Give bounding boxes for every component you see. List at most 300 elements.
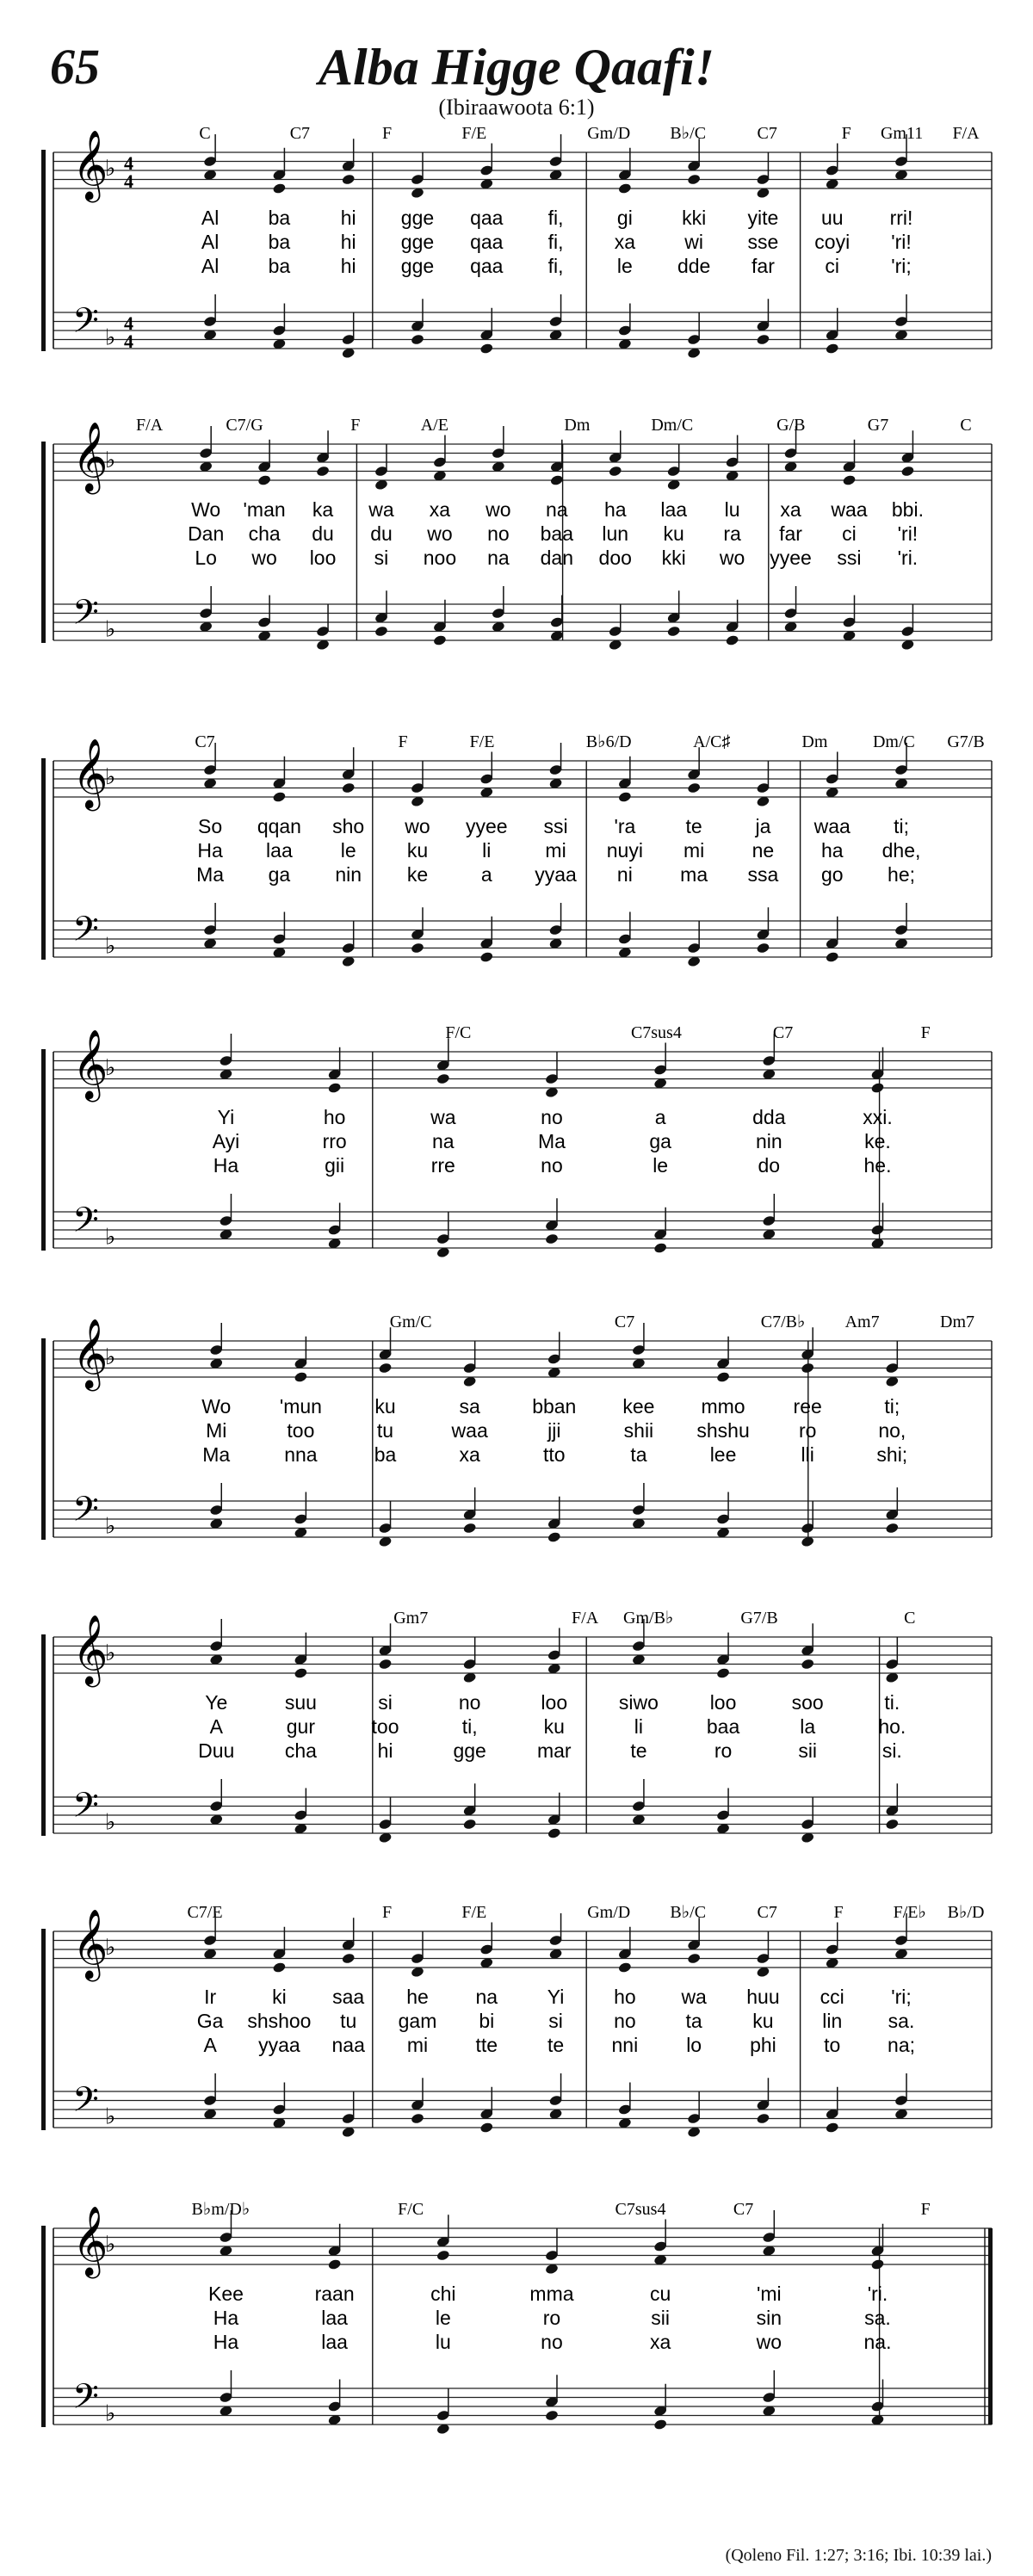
chord-symbol: C7: [757, 1903, 777, 1922]
lyric-syllable: xxi.: [863, 1106, 893, 1128]
lyric-syllable: hi: [340, 255, 356, 277]
key-flat-icon: ♭: [105, 1055, 116, 1081]
lyric-syllable: kki: [661, 547, 686, 569]
key-flat-icon: ♭: [105, 1640, 116, 1666]
treble-note: [378, 1362, 393, 1374]
lyric-syllable: ni: [616, 863, 633, 886]
lyric-syllable: le: [616, 255, 633, 277]
bass-note: [462, 1818, 477, 1830]
system-2: [41, 416, 992, 651]
bass-note: [374, 625, 389, 637]
system-bracket: [41, 758, 46, 960]
lyric-syllable: cci: [820, 1986, 844, 2008]
lyric-syllable: tte: [475, 2034, 498, 2056]
chord-symbol: B♭/D: [947, 1903, 985, 1922]
lyric-syllable: gge: [400, 255, 435, 277]
bass-note: [885, 1818, 900, 1830]
lyric-syllable: 'ra: [614, 815, 636, 837]
system-1: [41, 124, 992, 359]
lyric-syllable: ke: [406, 863, 429, 886]
lyric-syllable: li: [482, 839, 492, 862]
bass-note: [547, 1531, 561, 1543]
lyric-syllable: dan: [540, 547, 573, 569]
lyric-syllable: xa: [429, 498, 451, 521]
bass-clef-icon: 𝄢: [72, 909, 99, 958]
treble-note: [272, 1961, 287, 1974]
lyric-syllable: gge: [400, 231, 435, 253]
lyric-syllable: uu: [820, 207, 844, 229]
lyric-syllable: wa: [430, 1106, 456, 1128]
lyric-syllable: ro: [542, 2307, 561, 2329]
lyric-syllable: ga: [649, 1130, 671, 1152]
footnote-references: (Qoleno Fil. 1:27; 3:16; Ibi. 10:39 lai.): [725, 2546, 992, 2565]
lyric-syllable: no: [487, 522, 510, 545]
lyric-syllable: si: [378, 1691, 393, 1714]
lyric-syllable: no: [541, 1106, 563, 1128]
lyric-syllable: tto: [542, 1443, 566, 1466]
lyric-syllable: mi: [684, 839, 705, 862]
treble-clef-icon: 𝄞: [72, 1614, 108, 1684]
lyric-syllable: xa: [614, 231, 636, 253]
treble-clef-icon: 𝄞: [72, 421, 108, 491]
chord-symbol: F/A: [572, 1609, 599, 1628]
lyric-syllable: soo: [791, 1691, 824, 1714]
lyric-syllable: Ha: [213, 2331, 239, 2353]
lyric-syllable: ga: [268, 863, 291, 886]
lyric-syllable: no: [541, 2331, 563, 2353]
key-flat-icon: ♭: [105, 324, 116, 351]
lyric-syllable: a: [654, 1106, 666, 1128]
lyric-syllable: lo: [686, 2034, 702, 2056]
lyric-syllable: na: [475, 1986, 498, 2008]
lyric-syllable: xa: [780, 498, 801, 521]
key-flat-icon: ♭: [105, 156, 116, 182]
treble-note: [716, 1371, 731, 1383]
lyric-syllable: Yi: [217, 1106, 235, 1128]
lyric-syllable: 'ri;: [891, 255, 912, 277]
treble-clef-icon: 𝄞: [72, 1318, 108, 1388]
treble-note: [618, 791, 633, 803]
lyric-syllable: li: [634, 1715, 644, 1738]
lyric-syllable: gur: [286, 1715, 316, 1738]
lyric-syllable: cu: [650, 2283, 671, 2305]
key-flat-icon: ♭: [105, 448, 116, 473]
lyric-syllable: laa: [266, 839, 293, 862]
treble-clef-icon: 𝄞: [72, 2205, 108, 2276]
treble-note: [716, 1667, 731, 1679]
lyric-syllable: A: [203, 2034, 217, 2056]
time-signature-bottom: 4: [124, 170, 133, 192]
bass-note: [411, 333, 425, 345]
chord-symbol: F/E♭: [893, 1903, 926, 1922]
lyric-syllable: waa: [831, 498, 868, 521]
chord-symbol: F: [382, 1903, 393, 1922]
lyric-syllable: ku: [406, 839, 429, 862]
lyric-syllable: phi: [750, 2034, 776, 2056]
key-flat-icon: ♭: [105, 1809, 116, 1836]
lyric-syllable: bban: [532, 1395, 577, 1418]
chord-symbol: C7/E: [187, 1903, 223, 1922]
lyric-syllable: Wo: [191, 498, 221, 521]
lyric-syllable: So: [198, 815, 223, 837]
lyric-syllable: Ir: [204, 1986, 217, 2008]
lyric-syllable: raan: [314, 2283, 355, 2305]
lyric-syllable: lee: [709, 1443, 737, 1466]
treble-clef-icon: 𝄞: [72, 738, 108, 808]
lyric-syllable: gii: [325, 1154, 345, 1177]
lyric-syllable: sho: [332, 815, 365, 837]
lyric-syllable: ti;: [884, 1395, 900, 1418]
lyric-syllable: la: [800, 1715, 816, 1738]
key-flat-icon: ♭: [105, 764, 116, 790]
lyric-syllable: yite: [747, 207, 779, 229]
treble-note: [687, 781, 702, 794]
lyric-syllable: na.: [863, 2331, 892, 2353]
lyric-syllable: ta: [685, 2010, 702, 2032]
bass-note: [462, 1522, 477, 1534]
lyric-syllable: lin: [822, 2010, 843, 2032]
bass-note: [545, 2409, 560, 2421]
chord-symbol: Gm/C: [389, 1313, 432, 1331]
lyric-syllable: noo: [423, 547, 457, 569]
lyric-syllable: hi: [340, 231, 356, 253]
chord-symbol: G7: [867, 416, 889, 435]
lyric-syllable: shii: [623, 1419, 654, 1442]
lyric-syllable: shi;: [876, 1443, 908, 1466]
lyric-syllable: si: [374, 547, 389, 569]
lyric-syllable: no: [541, 1154, 563, 1177]
chord-symbol: C7/G: [226, 416, 263, 435]
lyric-syllable: hi: [377, 1739, 393, 1762]
lyric-syllable: siwo: [618, 1691, 659, 1714]
chord-symbol: Dm: [564, 416, 591, 435]
system-bracket: [41, 1929, 46, 2130]
time-signature-top: 4: [124, 152, 133, 174]
system-4: [41, 1023, 992, 1258]
lyric-syllable: gge: [400, 207, 435, 229]
treble-note: [618, 1961, 633, 1974]
chord-symbol: C7sus4: [615, 2200, 666, 2219]
chord-symbol: C7/B♭: [760, 1313, 806, 1331]
lyric-syllable: Al: [201, 207, 220, 229]
lyric-syllable: ku: [543, 1715, 565, 1738]
lyric-syllable: saa: [332, 1986, 365, 2008]
treble-note: [436, 2249, 451, 2261]
bass-note: [756, 2112, 770, 2124]
chord-symbol: Dm/C: [872, 732, 915, 751]
treble-note: [316, 465, 331, 477]
bass-note: [756, 333, 770, 345]
system-bracket: [41, 442, 46, 643]
lyric-syllable: baa: [540, 522, 573, 545]
lyric-syllable: ku: [374, 1395, 396, 1418]
lyric-syllable: ci: [842, 522, 857, 545]
lyric-syllable: loo: [309, 547, 337, 569]
chord-symbol: F: [382, 124, 393, 143]
lyric-syllable: Ma: [538, 1130, 566, 1152]
chord-symbol: F/C: [445, 1023, 472, 1042]
lyric-syllable: laa: [660, 498, 688, 521]
lyric-syllable: ssa: [747, 863, 779, 886]
lyric-syllable: Al: [201, 231, 220, 253]
bass-note: [825, 343, 839, 355]
treble-clef-icon: 𝄞: [72, 1908, 108, 1979]
lyric-syllable: mi: [406, 2034, 429, 2056]
lyric-syllable: qaa: [470, 255, 504, 277]
treble-clef-icon: 𝄞: [72, 1029, 108, 1099]
lyric-syllable: Ma: [202, 1443, 231, 1466]
lyric-syllable: tu: [340, 2010, 357, 2032]
lyric-syllable: ti.: [884, 1691, 900, 1714]
lyric-syllable: 'man: [243, 498, 286, 521]
lyric-syllable: ta: [630, 1443, 647, 1466]
system-6: [41, 1609, 992, 1844]
lyric-syllable: laa: [321, 2331, 348, 2353]
lyric-syllable: ka: [312, 498, 334, 521]
lyric-syllable: le: [653, 1154, 669, 1177]
lyric-syllable: na: [432, 1130, 455, 1152]
lyric-syllable: nni: [611, 2034, 639, 2056]
lyric-syllable: shshoo: [247, 2010, 312, 2032]
lyric-syllable: kki: [682, 207, 707, 229]
chord-symbol: C7: [195, 732, 215, 751]
chord-symbol: B♭/C: [670, 124, 707, 143]
lyric-syllable: Ha: [213, 1154, 239, 1177]
bass-note: [885, 1522, 900, 1534]
lyric-syllable: loo: [541, 1691, 568, 1714]
treble-note: [870, 1082, 885, 1094]
bass-clef-icon: 𝄢: [72, 1785, 99, 1834]
scripture-reference: (Ibiraawoota 6:1): [438, 95, 595, 120]
treble-note: [870, 2258, 885, 2270]
time-signature-top: 4: [124, 312, 133, 334]
bass-clef-icon: 𝄢: [72, 1489, 99, 1538]
lyric-syllable: wo: [756, 2331, 782, 2353]
bass-note: [666, 625, 681, 637]
chord-symbol: B♭/C: [670, 1903, 707, 1922]
chord-symbol: C: [960, 416, 972, 435]
lyric-syllable: ba: [268, 207, 291, 229]
lyric-syllable: dde: [677, 255, 711, 277]
lyric-syllable: ba: [268, 255, 291, 277]
lyric-syllable: ba: [268, 231, 291, 253]
system-bracket: [41, 1049, 46, 1251]
lyric-syllable: ha: [603, 498, 627, 521]
key-flat-icon: ♭: [105, 2232, 116, 2258]
lyric-syllable: lu: [435, 2331, 451, 2353]
treble-note: [550, 474, 565, 486]
bass-note: [756, 942, 770, 954]
bass-note: [547, 1827, 561, 1839]
lyric-syllable: ho: [614, 1986, 636, 2008]
final-bar-thick: [988, 2228, 993, 2425]
lyric-syllable: Ayi: [212, 1130, 240, 1152]
key-flat-icon: ♭: [105, 933, 116, 960]
treble-clef-icon: 𝄞: [72, 129, 108, 200]
chord-symbol: C: [199, 124, 211, 143]
lyric-syllable: Ma: [196, 863, 225, 886]
key-flat-icon: ♭: [105, 2400, 116, 2427]
treble-note: [608, 465, 622, 477]
lyric-syllable: ssi: [543, 815, 568, 837]
lyric-syllable: wo: [719, 547, 745, 569]
lyric-syllable: 'ri.: [897, 547, 919, 569]
chord-symbol: F: [398, 732, 408, 751]
treble-note: [341, 173, 356, 185]
lyric-syllable: loo: [709, 1691, 737, 1714]
lyric-syllable: ne: [752, 839, 775, 862]
lyric-syllable: sa: [459, 1395, 480, 1418]
lyric-syllable: wa: [681, 1986, 707, 2008]
treble-note: [801, 1658, 815, 1670]
lyric-syllable: doo: [598, 547, 632, 569]
lyric-syllable: ki: [272, 1986, 287, 2008]
lyric-syllable: nna: [284, 1443, 318, 1466]
bass-note: [433, 634, 448, 646]
system-5: [41, 1313, 992, 1547]
treble-note: [900, 465, 915, 477]
lyric-syllable: ro: [714, 1739, 733, 1762]
lyric-syllable: na: [487, 547, 510, 569]
lyric-syllable: sii: [798, 1739, 818, 1762]
lyric-syllable: coyi: [814, 231, 851, 253]
lyric-syllable: lli: [801, 1443, 814, 1466]
lyric-syllable: ba: [374, 1443, 397, 1466]
lyric-syllable: ho.: [878, 1715, 906, 1738]
lyric-syllable: kee: [622, 1395, 655, 1418]
key-flat-icon: ♭: [105, 1935, 116, 1961]
lyric-syllable: te: [630, 1739, 647, 1762]
lyric-syllable: wa: [368, 498, 394, 521]
treble-note: [272, 182, 287, 195]
treble-note: [378, 1658, 393, 1670]
chord-symbol: Gm7: [393, 1609, 429, 1628]
lyric-syllable: too: [371, 1715, 399, 1738]
lyric-syllable: A: [209, 1715, 223, 1738]
lyric-syllable: go: [820, 863, 844, 886]
lyric-syllable: mmo: [701, 1395, 745, 1418]
lyric-syllable: huu: [746, 1986, 780, 2008]
lyric-syllable: Ha: [197, 839, 223, 862]
treble-note: [436, 1072, 451, 1084]
lyric-syllable: yyaa: [258, 2034, 300, 2056]
lyric-syllable: xa: [459, 1443, 480, 1466]
lyric-syllable: wo: [251, 547, 277, 569]
lyric-syllable: 'ri!: [891, 231, 912, 253]
lyric-syllable: ma: [680, 863, 708, 886]
lyric-syllable: no,: [878, 1419, 906, 1442]
system-bracket: [41, 2226, 46, 2427]
lyric-syllable: rre: [430, 1154, 455, 1177]
lyric-syllable: ku: [752, 2010, 774, 2032]
lyric-syllable: Kee: [207, 2283, 244, 2305]
lyric-syllable: fi,: [547, 231, 564, 253]
treble-note: [294, 1667, 308, 1679]
lyric-syllable: waa: [813, 815, 851, 837]
bass-note: [411, 942, 425, 954]
lyric-syllable: ho: [323, 1106, 346, 1128]
lyric-syllable: wi: [684, 231, 704, 253]
system-bracket: [41, 1634, 46, 1836]
lyric-syllable: si: [548, 2010, 563, 2032]
lyric-syllable: wo: [427, 522, 453, 545]
time-signature-bottom: 4: [124, 330, 133, 352]
lyric-syllable: yyaa: [535, 863, 577, 886]
lyric-syllable: baa: [706, 1715, 740, 1738]
key-flat-icon: ♭: [105, 616, 116, 643]
system-bracket: [41, 1338, 46, 1540]
lyric-syllable: to: [824, 2034, 841, 2056]
key-flat-icon: ♭: [105, 2103, 116, 2130]
lyric-syllable: rri!: [889, 207, 913, 229]
lyric-syllable: du: [312, 522, 334, 545]
chord-symbol: C7sus4: [630, 1023, 682, 1042]
lyric-syllable: Dan: [188, 522, 225, 545]
lyric-syllable: Duu: [198, 1739, 235, 1762]
lyric-syllable: ssi: [837, 547, 862, 569]
lyric-syllable: te: [547, 2034, 565, 2056]
chord-symbol: Am7: [844, 1313, 880, 1331]
chord-symbol: G7/B: [947, 732, 985, 751]
lyric-syllable: 'ri;: [891, 1986, 912, 2008]
chord-symbol: F/E: [461, 1903, 487, 1922]
treble-note: [842, 474, 857, 486]
bass-clef-icon: 𝄢: [72, 300, 99, 349]
bass-note: [479, 951, 494, 963]
lyric-syllable: yyee: [465, 815, 508, 837]
lyric-syllable: qaa: [470, 207, 504, 229]
lyric-syllable: 'mun: [279, 1395, 322, 1418]
lyric-syllable: Yi: [547, 1986, 565, 2008]
chord-symbol: Dm: [801, 732, 828, 751]
bass-clef-icon: 𝄢: [72, 2376, 99, 2425]
key-flat-icon: ♭: [105, 1344, 116, 1370]
lyric-syllable: chi: [430, 2283, 456, 2305]
lyric-syllable: a: [480, 863, 492, 886]
lyric-syllable: Ye: [205, 1691, 228, 1714]
chord-symbol: F/E: [469, 732, 495, 751]
lyric-syllable: no: [458, 1691, 481, 1714]
lyric-syllable: Ga: [196, 2010, 224, 2032]
chord-symbol: C7: [772, 1023, 794, 1042]
lyric-syllable: si.: [881, 1739, 902, 1762]
lyric-syllable: ree: [793, 1395, 822, 1418]
lyric-syllable: sii: [651, 2307, 671, 2329]
chord-symbol: F: [350, 416, 361, 435]
chord-symbol: B♭6/D: [585, 732, 632, 751]
lyric-syllable: na;: [888, 2034, 916, 2056]
lyric-syllable: nin: [755, 1130, 782, 1152]
lyric-syllable: le: [340, 839, 356, 862]
chord-symbol: F: [920, 2200, 931, 2219]
lyric-syllable: 'ri!: [897, 522, 919, 545]
lyric-syllable: fi,: [547, 255, 564, 277]
lyric-syllable: gi: [616, 207, 633, 229]
lyric-syllable: nuyi: [606, 839, 643, 862]
treble-note: [618, 182, 633, 195]
lyric-syllable: ra: [723, 522, 741, 545]
lyric-syllable: yyee: [770, 547, 812, 569]
lyric-syllable: gam: [398, 2010, 437, 2032]
lyric-syllable: he: [406, 1986, 429, 2008]
chord-symbol: Dm/C: [651, 416, 694, 435]
lyric-syllable: dhe,: [881, 839, 921, 862]
bass-note: [653, 2418, 668, 2431]
lyric-syllable: laa: [321, 2307, 348, 2329]
bass-clef-icon: 𝄢: [72, 592, 99, 641]
chord-symbol: C: [904, 1609, 916, 1628]
lyric-syllable: suu: [284, 1691, 317, 1714]
